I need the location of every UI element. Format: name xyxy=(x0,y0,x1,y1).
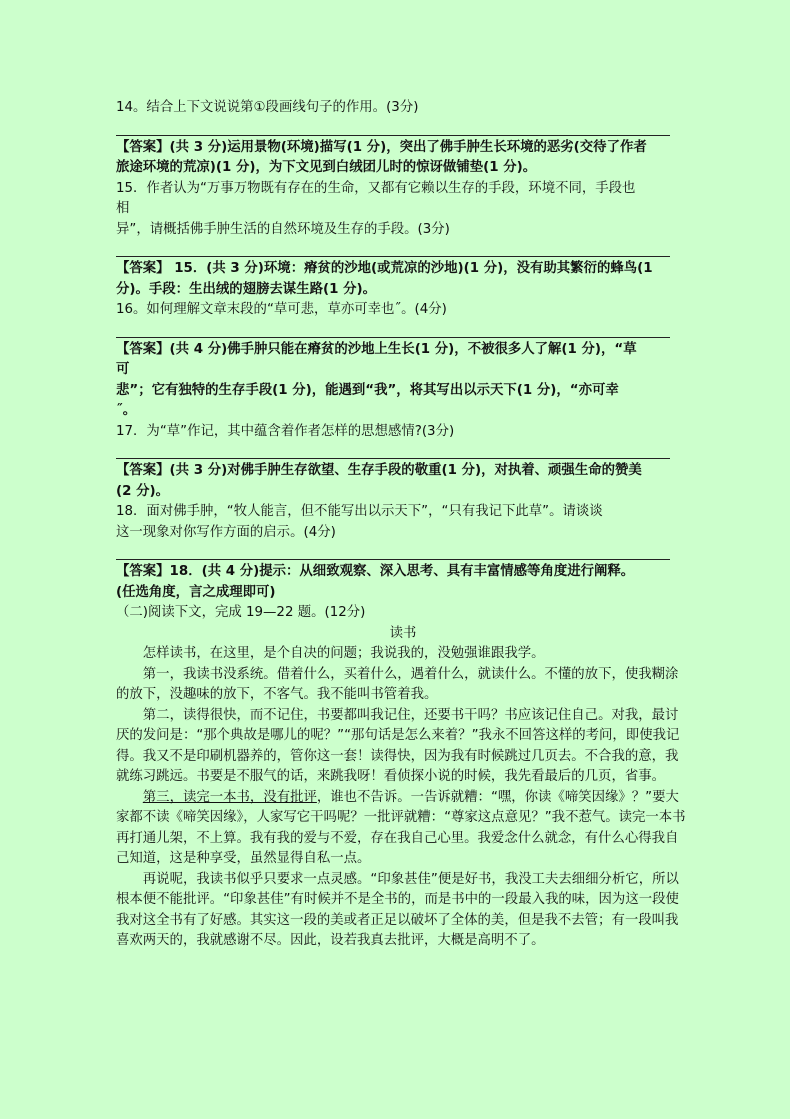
answer-14 xyxy=(116,138,690,179)
divider xyxy=(116,337,670,338)
essay-paragraph-2: 第一，我读书没系统。借着什么，买着什么，遇着什么，就读什么。不懂的放下，使我糊涂的放下，没趣味的放下，不客气。我不能叫书管着我。 xyxy=(116,666,679,702)
answer-16-line-4: ˝。 xyxy=(116,403,137,418)
essay-paragraph-1: 怎样读书，在这里，是个自决的问题；我说我的，没勉强谁跟我学。 xyxy=(142,646,545,661)
divider xyxy=(116,135,670,136)
answer-16 xyxy=(116,340,690,422)
answer-14-line-2: 旅途环境的荒凉)(1 分)，为下文见到白绒团儿时的惊讶做铺垫(1 分)。 xyxy=(116,160,537,175)
divider xyxy=(116,559,670,560)
answer-18 xyxy=(116,562,690,603)
answer-17 xyxy=(116,461,690,502)
divider xyxy=(116,256,670,257)
answer-16-line-3: 悲”；它有独特的生存手段(1 分)，能遇到“我”，将其写出以示天下(1 分)，“亦可幸 xyxy=(116,382,619,398)
question-15-line-3: 异”，请概括佛手肿生活的自然环境及生存的手段。(3分) xyxy=(116,221,450,237)
essay-paragraph-3: 第二，读得很快，而不记住，书要都叫我记住，还要书干吗？书应该记住自己。对我，最讨厌的发问是：“那个典故是哪儿的呢？”“那句话是怎么来着？”我永不回答这样的考问，即使我记得。我又不是印刷机器养的，管你这一套！读得快，因为我有时候跳过几页去。不合我的意，我就练习跳远。书要是不服气的话，来跳我呀！看侦探小说的时候，我先看最后的几页，省事。 xyxy=(116,707,680,784)
answer-14-line-1: 【答案】(共 3 分)运用景物(环境)描写(1 分)，突出了佛手肿生长环境的恶劣(交待了作者 xyxy=(116,139,647,155)
essay-title: 读书 xyxy=(389,625,417,641)
question-18-line-1: 18．面对佛手肿，“牧人能言，但不能写出以示天下”，“只有我记下此草”。请谈谈 xyxy=(116,504,603,519)
question-18-line-2: 这一现象对你写作方面的启示。(4分) xyxy=(116,524,336,540)
question-18 xyxy=(116,502,690,543)
question-15-line-1: 15．作者认为“万事万物既有存在的生命，又都有它赖以生存的手段，环境不同，手段也 xyxy=(116,180,636,196)
section-2-heading: （二)阅读下文，完成 19—22 题。(12分) xyxy=(116,605,366,620)
question-15-line-2: 相 xyxy=(116,201,130,216)
question-15 xyxy=(116,179,690,241)
answer-15 xyxy=(116,259,690,300)
question-17: 17．为“草”作记，其中蕴含着作者怎样的思想感情?(3分) xyxy=(116,423,455,439)
answer-17-line-1: 【答案】(共 3 分)对佛手肿生存欲望、生存手段的敬重(1 分)，对执着、顽强生命的赞美 xyxy=(116,463,642,478)
essay-paragraph-5: 再说呢，我读书似乎只要求一点灵感。“印象甚佳”便是好书，我没工夫去细细分析它，所以根本便不能批评。“印象甚佳”有时候并不是全书的，而是书中的一段最入我的味，因为这一段使我对这全书有了好感。其实这一段的美或者正足以破坏了全体的美，但是我不去管；有一段叫我喜欢两天的，我就感谢不尽。因此，设若我真去批评，大概是高明不了。 xyxy=(116,871,679,948)
answer-18-line-2: (任选角度，言之成理即可) xyxy=(116,584,276,600)
question-16: 16。如何理解文章末段的“草可悲，草亦可幸也˝。(4分) xyxy=(116,302,447,317)
answer-18-line-1: 【答案】18．(共 4 分)提示：从细致观察、深入思考、具有丰富情感等角度进行阐释。 xyxy=(116,564,635,579)
essay-paragraph-4 xyxy=(116,788,690,870)
divider xyxy=(116,458,670,459)
question-14: 14。结合上下文说说第①段画线句子的作用。(3分) xyxy=(116,100,419,115)
answer-16-line-1: 【答案】(共 4 分)佛手肿只能在瘠贫的沙地上生长(1 分)，不被很多人了解(1 分)，“草 xyxy=(116,341,637,357)
answer-16-line-2: 可 xyxy=(116,362,130,377)
essay-paragraph-4-rest: ，谁也不告诉。一告诉就糟：“嘿，你读《啼笑因缘》？”要大家都不读《啼笑因缘》，人家写它干吗呢？一批评就糟：“尊家这点意见？”我不惹气。读完一本书再打通儿架，不上算。我有我的爱与不爱，存在我自己心里。我爱念什么就念，有什么心得我自己知道，这是种享受，虽然显得自私一点。 xyxy=(116,789,686,866)
answer-15-line-1: 【答案】 15．(共 3 分)环境：瘠贫的沙地(或荒凉的沙地)(1 分)，没有助其繁衍的蜂鸟(1 xyxy=(116,261,653,276)
answer-15-line-2: 分)。手段：生出绒的翅膀去谋生路(1 分)。 xyxy=(116,281,376,297)
answer-17-line-2: (2 分)。 xyxy=(116,483,170,499)
underlined-sentence: 第三，读完一本书，没有批评 xyxy=(142,789,317,805)
